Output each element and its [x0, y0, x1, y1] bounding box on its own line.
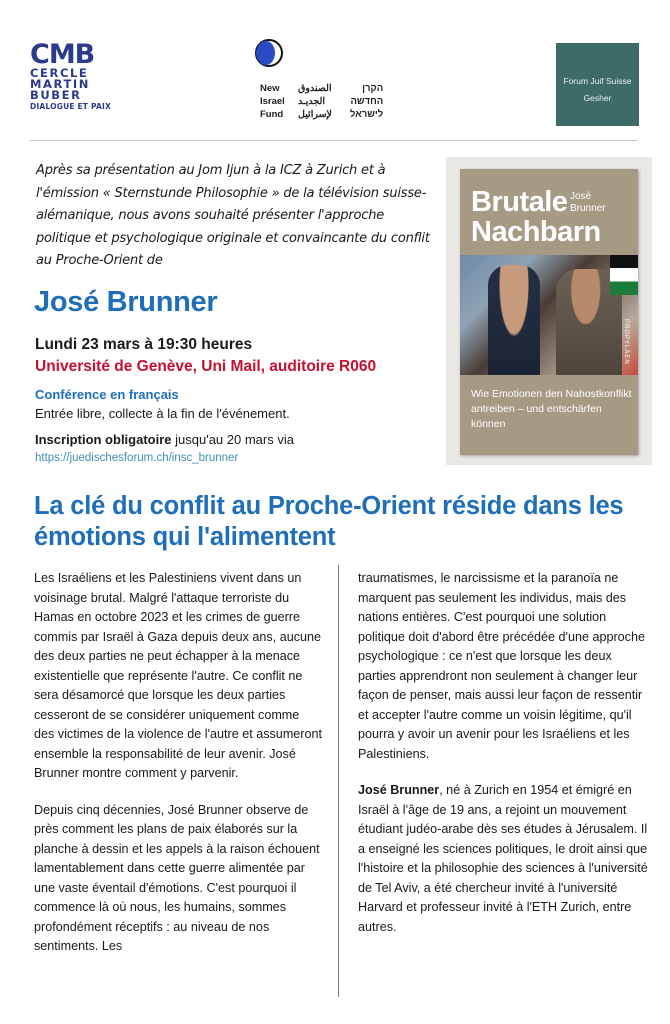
body-column-left [34, 569, 322, 974]
speaker-name: José Brunner [34, 286, 218, 318]
book-cover [460, 169, 638, 455]
nif-arabic [298, 82, 332, 121]
photo-person-left [488, 265, 540, 375]
nif-he-line3: לישראל [350, 109, 384, 120]
new-israel-fund-logo [250, 38, 420, 128]
cmb-logo-big: CMB [30, 39, 95, 70]
book-cover-image [446, 157, 652, 465]
nif-english [260, 82, 285, 121]
nif-ar-line1: الصندوق [298, 83, 332, 94]
header [0, 0, 670, 140]
intro-text: Après sa présentation au Jom Ijun à la ICZ à Zurich et à l'émission « Sternstunde Philosophie » de la télévision suisse-alémanique, nous avons souhaité présenter l'approche politique et psychologique originale et convaincante du conflit au Proche-Orient de [36, 163, 430, 268]
fjs-logo-line1: Forum Juif Suisse [563, 76, 632, 86]
nif-hebrew [350, 82, 383, 121]
cmb-logo-tagline: DIALOGUE ET PAIX [30, 102, 111, 111]
headline: La clé du conflit au Proche-Orient réside dans les émotions qui l'alimentent [34, 492, 624, 551]
event-language: Conférence en français [35, 387, 179, 402]
registration-bold: Inscription obligatoire [35, 432, 172, 447]
nif-ar-line3: لإسرائيل [298, 109, 332, 120]
bio-name: José Brunner [358, 783, 440, 797]
book-subtitle: Wie Emotionen den Nahostkonflikt antreiben – und entschärfen können [471, 388, 632, 430]
body-paragraph: Depuis cinq décennies, José Brunner observe de près comment les plans de paix élaborés sur la planche à dessin et les appels à la raison échouent lamentablement dans cette guerre alimentée par une vaste éventail d'émotions. C'est pourquoi il commence là où nous, les humains, sommes profondément réceptifs : au niveau de nos sentiments. Les [34, 802, 320, 953]
event-registration [35, 432, 294, 447]
cmb-logo-line1: CERCLE [30, 66, 89, 80]
book-title-line2: Nachbarn [471, 216, 601, 248]
cercle-martin-buber-logo [30, 39, 120, 111]
book-title-line1: Brutale [471, 186, 568, 218]
body-column-right [358, 569, 648, 954]
bio-paragraph [358, 781, 648, 937]
event-entry: Entrée libre, collecte à la fin de l'événement. [35, 406, 290, 421]
event-venue: Université de Genève, Uni Mail, auditoire R060 [35, 358, 377, 375]
bio-text: , né à Zurich en 1954 et émigré en Israël à l'âge de 19 ans, a rejoint un mouvement étudiant judéo-arabe dès ses études à Jérusalem. Il a enseigné les sciences politiques, le droit ainsi que l'histoire et la philosophie des sciences à l'université de Tel Aviv, a été chercheur invité à l'université Harvard et professeur invité à l'ETH Zurich, entre autres. [358, 783, 648, 934]
book-author-line2: Brunner [570, 203, 606, 214]
header-divider [30, 140, 638, 141]
nif-en-line2: Israel [260, 96, 285, 107]
fjs-logo-line2: Gesher [583, 93, 612, 103]
column-divider [338, 565, 339, 997]
nif-en-line1: New [260, 83, 280, 94]
nif-en-line3: Fund [260, 109, 284, 120]
book-cover-photo [460, 255, 638, 375]
body-paragraph: Les Israéliens et les Palestiniens vivent dans un voisinage brutal. Malgré l'attaque terroriste du Hamas en octobre 2023 et les crimes de guerre commis par Israël à Gaza depuis deux ans, aucune des deux parties ne peut échapper à la menace existentielle que représente l'autre. Ce conflit ne sera désamorcé que lorsque les deux parties cesseront de se considérer uniquement comme des victimes de la violence de l'autre et assumeront ensemble la responsabilité de leur avenir. José Brunner montre comment y parvenir. [34, 571, 323, 780]
registration-rest: jusqu'au 20 mars via [171, 432, 294, 447]
body-paragraph: traumatismes, le narcissisme et la paranoïa ne marquent pas seulement les individus, mais des nations entières. C'est pourquoi une solution politique doit d'abord être précédée d'une approche psychologique : ce n'est que lorsque les deux parties apprendront non seulement à changer leur façon de penser, mais aussi leur façon de ressentir et accepter l'autre comme un voisin légitime, qu'il pourra y avoir un avenir pour les Israéliens et les Palestiniens. [358, 571, 645, 761]
nif-he-line2: החדשה [350, 96, 384, 107]
forum-juif-suisse-logo [556, 43, 639, 126]
book-publisher: PROPYLÄEN [623, 319, 629, 365]
book-author [570, 191, 606, 215]
book-author-line1: José [570, 191, 592, 202]
event-date: Lundi 23 mars à 19:30 heures [35, 336, 253, 353]
photo-flag [610, 255, 638, 295]
registration-link[interactable]: https://juedischesforum.ch/insc_brunner [35, 452, 239, 464]
nif-circle-icon [252, 38, 286, 68]
cmb-logo-line3: BUBER [30, 88, 82, 102]
nif-ar-line2: الجديـد [298, 96, 326, 107]
nif-he-line1: הקרן [362, 83, 384, 94]
cmb-logo-line2: MARTIN [30, 77, 91, 91]
